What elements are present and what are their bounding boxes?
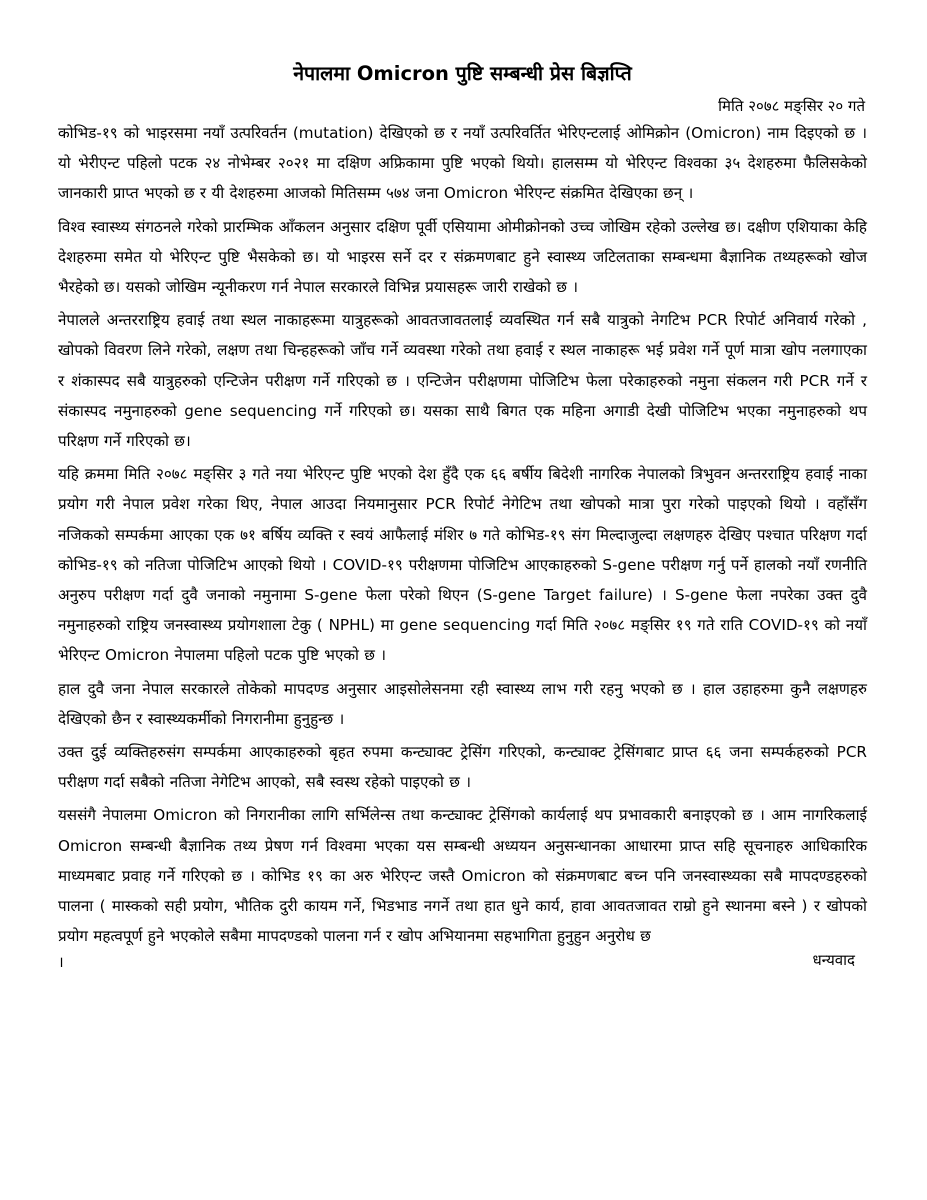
paragraph-case-detection: यहि क्रममा मिति २०७८ मङ्सिर ३ गते नया भेरिएन्ट पुष्टि भएको देश हुँदै एक ६६ बर्षीय बिदेशी नागरिक नेपालको त्रिभुवन अन्तरराष्ट्रिय हवाई नाका प्रयोग गरी नेपाल प्रवेश गरेका थिए, नेपाल आउदा नियमानुसार PCR रिपोर्ट नेगेटिभ तथा खोपको मात्रा पुरा गरेको पाइएको थियो । वहाँसँग नजिकको सम्पर्कमा आएका एक ७१ बर्षिय व्यक्ति र स्वयं आफैलाई मंशिर ७ गते कोभिड-१९ संग मिल्दाजुल्दा लक्षणहरु देखिए पश्चात परिक्षण गर्दा कोभिड-१९ को नतिजा पोजिटिभ आएको थियो । COVID-१९ परीक्षणमा पोजिटिभ आएकाहरुको S-gene परीक्षण गर्नु पर्ने हालको नयाँ रणनीति अनुरुप परीक्षण गर्दा दुवै जनाको नमुनामा S-gene फेला परेको थिएन (S-gene Target failure) । S-gene फेला नपरेका उक्त दुवै नमुनाहरुको राष्ट्रिय जनस्वास्थ्य प्रयोगशाला टेकु ( NPHL) मा gene sequencing गर्दा मिति २०७८ मङ्सिर १९ गते राति COVID-१९ को नयाँ भेरिएन्ट Omicron नेपालमा पहिलो पटक पुष्टि भएको छ । xyxy=(58,465,868,665)
paragraph-omicron-intro: कोभिड-१९ को भाइरसमा नयाँ उत्परिवर्तन (mutation) देखिएको छ र नयाँ उत्परिवर्तित भेरिएन्टलाई ओमिक्रोन (Omicron) नाम दिइएको छ । यो भेरीएन्ट पहिलो पटक २४ नोभेम्बर २०२१ मा दक्षिण अफ्रिकामा पुष्टि भएको थियो। हालसम्म यो भेरिएन्ट विश्वका ३५ देशहरुमा फैलिसकेको जानकारी प्राप्त भएको छ र यी देशहरुमा आजको मितिसम्म ५७४ जना Omicron भेरिएन्ट संक्रमित देखिएका छन् । xyxy=(58,124,867,203)
paragraph-contact-tracing: उक्त दुई व्यक्तिहरुसंग सम्पर्कमा आएकाहरुको बृहत रुपमा कन्ट्याक्ट ट्रेसिंग गरिएको, कन्ट्याक्ट ट्रेसिंगबाट प्राप्त ६६ जना सम्पर्कहरुको PCR परीक्षण गर्दा सबैको नतिजा नेगेटिभ आएको, सबै स्वस्थ रहेको पाइएको छ । xyxy=(58,743,867,792)
page-title: नेपालमा Omicron पुष्टि सम्बन्धी प्रेस बिज्ञप्ति xyxy=(293,62,632,85)
closing-row xyxy=(58,950,867,976)
closing-thanks: धन्यवाद xyxy=(812,951,855,970)
paragraph-public-appeal: यससंगै नेपालमा Omicron को निगरानीका लागि सर्भिलेन्स तथा कन्ट्याक्ट ट्रेसिंगको कार्यलाई थप प्रभावकारी बनाइएको छ । आम नागरिकलाई Omicron सम्बन्धी बैज्ञानिक तथ्य प्रेषण गर्न विश्वमा भएका यस सम्बन्धी अध्ययन अनुसन्धानका आधारमा प्राप्त सहि सूचनाहरु आधिकारिक माध्यमबाट प्रवाह गर्ने गरिएको छ । कोभिड १९ का अरु भेरिएन्ट जस्तै Omicron को संक्रमणबाट बच्न पनि जनस्वास्थ्यका सबै मापदण्डहरुको पालना ( मास्कको सही प्रयोग, भौतिक दुरी कायम गर्ने, भिडभाड नगर्ने तथा हात धुने कार्य, हावा आवतजावत राम्रो हुने स्थानमा बस्ने ) र खोपको प्रयोग महत्वपूर्ण हुने भएकोले सबैमा मापदण्डको पालना गर्न र खोप अभियानमा सहभागिता हुनुहुन अनुरोध छ xyxy=(58,806,867,946)
paragraph-border-measures: नेपालले अन्तरराष्ट्रिय हवाई तथा स्थल नाकाहरूमा यात्रुहरूको आवतजावतलाई व्यवस्थित गर्न सबै यात्रुको नेगटिभ PCR रिपोर्ट अनिवार्य गरेको , खोपको विवरण लिने गरेको, लक्षण तथा चिन्हहरूको जाँच गर्ने व्यवस्था गरेको तथा हवाई र स्थल नाकाहरू भई प्रवेश गर्ने पूर्ण मात्रा खोप नलगाएका र शंकास्पद सबै यात्रुहरुको एन्टिजेन परीक्षण गर्ने गरिएको छ । एन्टिजेन परीक्षणमा पोजिटिभ फेला परेकाहरुको नमुना संकलन गरी PCR गर्ने र संकास्पद नमुनाहरुको gene sequencing गर्ने गरिएको छ। यसका साथै बिगत एक महिना अगाडी देखी पोजिटिभ भएका नमुनाहरुको थप परिक्षण गर्ने गरिएको छ। xyxy=(58,311,867,451)
release-date: मिति २०७८ मङ्सिर २० गते xyxy=(718,97,865,115)
closing-danda: । xyxy=(58,953,64,972)
paragraph-patient-status: हाल दुवै जना नेपाल सरकारले तोकेको मापदण्ड अनुसार आइसोलेसनमा रही स्वास्थ्य लाभ गरी रहनु भएको छ । हाल उहाहरुमा कुनै लक्षणहरु देखिएको छैन र स्वास्थ्यकर्मीको निगरानीमा हुनुहुन्छ । xyxy=(58,679,867,728)
paragraph-who-assessment: विश्व स्वास्थ्य संगठनले गरेको प्रारम्भिक आँकलन अनुसार दक्षिण पूर्वी एसियामा ओमीक्रोनको उच्च जोखिम रहेको उल्लेख छ। दक्षीण एशियाका केहि देशहरुमा समेत यो भेरिएन्ट पुष्टि भैसकेको छ। यो भाइरस सर्ने दर र संक्रमणबाट हुने स्वास्थ्य जटिलताका सम्बन्धमा बैज्ञानिक तथ्यहरूको खोज भैरहेको छ। यसको जोखिम न्यूनीकरण गर्न नेपाल सरकारले विभिन्न प्रयासहरू जारी राखेको छ । xyxy=(58,217,867,297)
